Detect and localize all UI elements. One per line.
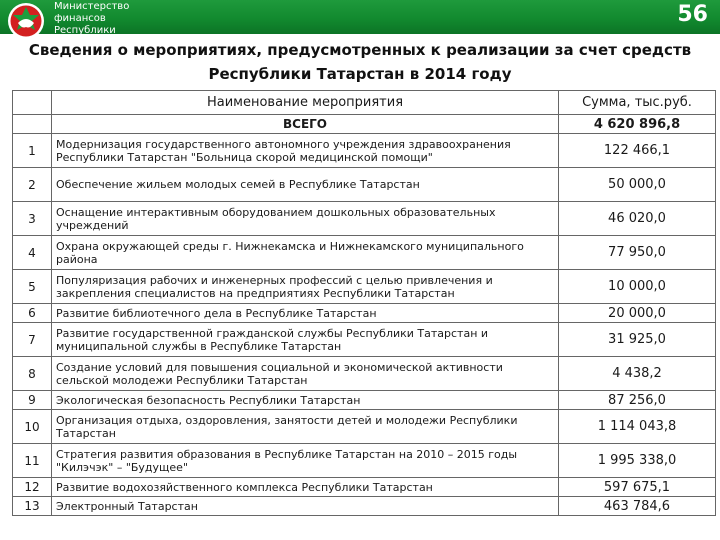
total-label: ВСЕГО bbox=[52, 115, 559, 134]
row-number: 12 bbox=[13, 478, 52, 497]
table-row bbox=[13, 410, 716, 444]
row-sum: 122 466,1 bbox=[559, 134, 716, 168]
table-row bbox=[13, 168, 716, 202]
row-sum: 31 925,0 bbox=[559, 323, 716, 357]
header-num-cell bbox=[13, 91, 52, 115]
row-name: Обеспечение жильем молодых семей в Республике Татарстан bbox=[52, 168, 559, 202]
tatarstan-emblem-icon bbox=[4, 1, 48, 41]
row-number: 6 bbox=[13, 304, 52, 323]
row-sum: 4 438,2 bbox=[559, 357, 716, 391]
row-sum: 50 000,0 bbox=[559, 168, 716, 202]
row-sum: 46 020,0 bbox=[559, 202, 716, 236]
title-line-1: Сведения о мероприятиях, предусмотренных к реализации за счет средств bbox=[28, 41, 692, 59]
row-number: 4 bbox=[13, 236, 52, 270]
row-sum: 10 000,0 bbox=[559, 270, 716, 304]
row-sum: 463 784,6 bbox=[559, 497, 716, 516]
header-bar bbox=[0, 0, 720, 34]
ministry-line-3: Республики bbox=[54, 25, 116, 34]
row-name: Создание условий для повышения социальной и экономической активности сельской молодежи Республики Татарстан bbox=[52, 357, 559, 391]
row-sum: 1 114 043,8 bbox=[559, 410, 716, 444]
table-header-row bbox=[13, 91, 716, 115]
row-number: 3 bbox=[13, 202, 52, 236]
row-name: Развитие государственной гражданской службы Республики Татарстан и муниципальной службы в Республике Татарстан bbox=[52, 323, 559, 357]
total-sum: 4 620 896,8 bbox=[559, 115, 716, 134]
table-row bbox=[13, 497, 716, 516]
row-number: 10 bbox=[13, 410, 52, 444]
row-name: Популяризация рабочих и инженерных профессий с целью привлечения и закрепления специалистов на предприятиях Республики Татарстан bbox=[52, 270, 559, 304]
row-number: 5 bbox=[13, 270, 52, 304]
row-name: Развитие библиотечного дела в Республике Татарстан bbox=[52, 304, 559, 323]
table-row bbox=[13, 134, 716, 168]
row-sum: 77 950,0 bbox=[559, 236, 716, 270]
table-row bbox=[13, 391, 716, 410]
row-name: Организация отдыха, оздоровления, занятости детей и молодежи Республики Татарстан bbox=[52, 410, 559, 444]
row-name: Стратегия развития образования в Республике Татарстан на 2010 – 2015 годы "Килэчэк" – "Будущее" bbox=[52, 444, 559, 478]
row-name: Развитие водохозяйственного комплекса Республики Татарстан bbox=[52, 478, 559, 497]
row-number: 13 bbox=[13, 497, 52, 516]
table-row bbox=[13, 478, 716, 497]
row-number: 7 bbox=[13, 323, 52, 357]
row-name: Экологическая безопасность Республики Татарстан bbox=[52, 391, 559, 410]
page-number: 56 bbox=[677, 2, 708, 27]
table-row bbox=[13, 357, 716, 391]
row-name: Электронный Татарстан bbox=[52, 497, 559, 516]
table-row bbox=[13, 444, 716, 478]
table-row bbox=[13, 304, 716, 323]
table-row bbox=[13, 270, 716, 304]
row-number: 8 bbox=[13, 357, 52, 391]
row-name: Охрана окружающей среды г. Нижнекамска и Нижнекамского муниципального района bbox=[52, 236, 559, 270]
row-number: 1 bbox=[13, 134, 52, 168]
row-sum: 20 000,0 bbox=[559, 304, 716, 323]
row-sum: 1 995 338,0 bbox=[559, 444, 716, 478]
table-row bbox=[13, 202, 716, 236]
row-number: 9 bbox=[13, 391, 52, 410]
row-number: 2 bbox=[13, 168, 52, 202]
measures-table bbox=[12, 90, 716, 516]
ministry-line-2: финансов bbox=[54, 13, 106, 24]
table-row bbox=[13, 236, 716, 270]
ministry-line-1: Министерство bbox=[54, 1, 130, 12]
page-title bbox=[0, 38, 720, 86]
header-name-cell: Наименование мероприятия bbox=[52, 91, 559, 115]
row-sum: 87 256,0 bbox=[559, 391, 716, 410]
row-name: Оснащение интерактивным оборудованием дошкольных образовательных учреждений bbox=[52, 202, 559, 236]
total-row bbox=[13, 115, 716, 134]
title-line-2: Республики Татарстан в 2014 году bbox=[208, 65, 512, 83]
row-name: Модернизация государственного автономного учреждения здравоохранения Республики Татарстан "Больница скорой медицинской помощи" bbox=[52, 134, 559, 168]
row-number: 11 bbox=[13, 444, 52, 478]
total-num-cell bbox=[13, 115, 52, 134]
ministry-name bbox=[54, 1, 174, 34]
row-sum: 597 675,1 bbox=[559, 478, 716, 497]
header-sum-cell: Сумма, тыс.руб. bbox=[559, 91, 716, 115]
table-row bbox=[13, 323, 716, 357]
